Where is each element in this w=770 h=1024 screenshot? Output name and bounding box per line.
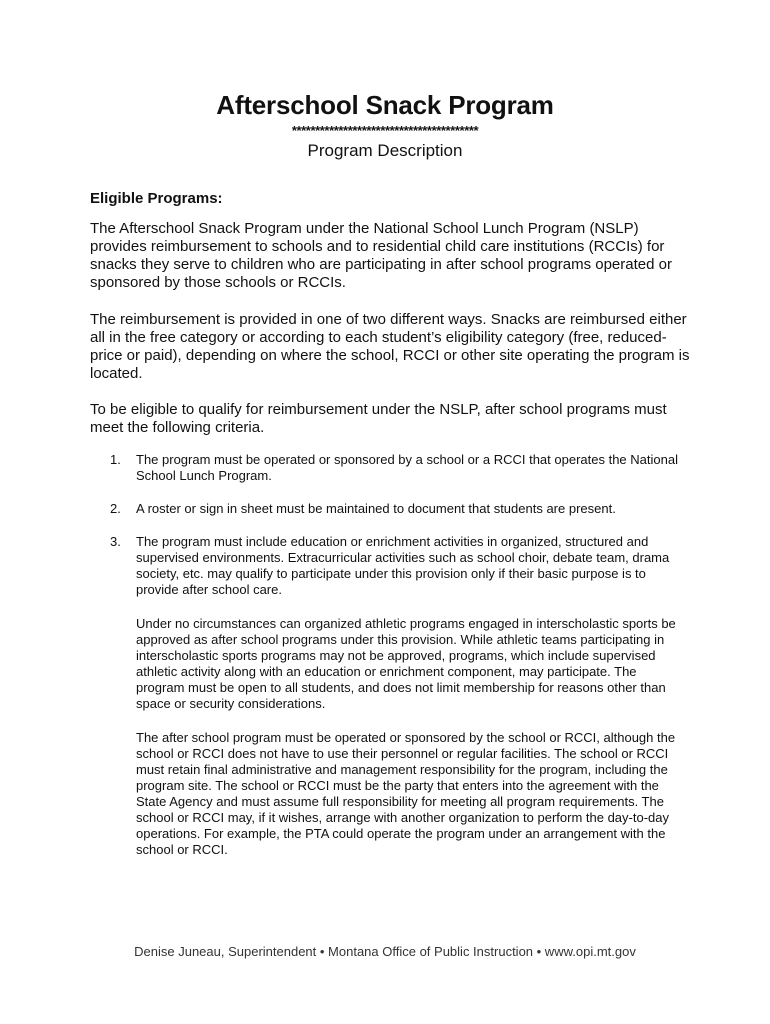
criteria-text: The program must include education or enrichment activities in organized, structured and supervised environments. Extracurricular activities such as school choir, debate team, drama society, etc. may qualify to participate under this provision only if their basic purpose is to provide after school care. (136, 534, 670, 597)
title-divider: **************************************** (291, 123, 479, 138)
document-subtitle: Program Description (307, 141, 463, 160)
sub-paragraph-athletics: Under no circumstances can organized athletic programs engaged in interscholastic sports be approved as after school programs under this provision. While athletic teams participating in interscholastic sports programs may not be approved, programs, which include supervised athletic activity along with an education or enrichment component, may participate. The program must be open to all students, and does not limit membership for reasons other than space or security considerations. (136, 616, 676, 711)
criteria-number: 1. (110, 452, 121, 467)
criteria-number: 2. (110, 501, 121, 516)
section-heading: Eligible Programs: (90, 190, 223, 207)
sub-paragraph-operation: The after school program must be operated or sponsored by the school or RCCI, although the school or RCCI does not have to use their personnel or regular facilities. The school or RCCI must retain final administrative and management responsibility for the program, including the program site. The school or RCCI must be the party that enters into the agreement with the State Agency and must assume full responsibility for meeting all program requirements. The school or RCCI may, if it wishes, arrange with another organization to perform the day-to-day operations. For example, the PTA could operate the program under an arrangement with the school or RCCI. (136, 730, 676, 857)
document-title: Afterschool Snack Program (216, 90, 554, 120)
criteria-text: A roster or sign in sheet must be maintained to document that students are present. (136, 501, 616, 516)
paragraph-reimbursement: The reimbursement is provided in one of two different ways. Snacks are reimbursed either all in the free category or according to each student’s eligibility category (free, reduced-price or paid), depending on where the school, RCCI or other site operating the program is located. (90, 311, 690, 382)
paragraph-eligibility: To be eligible to qualify for reimbursement under the NSLP, after school programs must meet the following criteria. (90, 401, 667, 436)
criteria-number: 3. (110, 534, 121, 549)
paragraph-intro: The Afterschool Snack Program under the National School Lunch Program (NSLP) provides reimbursement to schools and to residential child care institutions (RCCIs) for snacks they serve to children who are participating in after school programs operated or sponsored by those schools or RCCIs. (90, 220, 672, 291)
criteria-text: The program must be operated or sponsored by a school or a RCCI that operates the National School Lunch Program. (136, 452, 678, 483)
page-footer: Denise Juneau, Superintendent • Montana Office of Public Instruction • www.opi.mt.gov (134, 944, 636, 959)
